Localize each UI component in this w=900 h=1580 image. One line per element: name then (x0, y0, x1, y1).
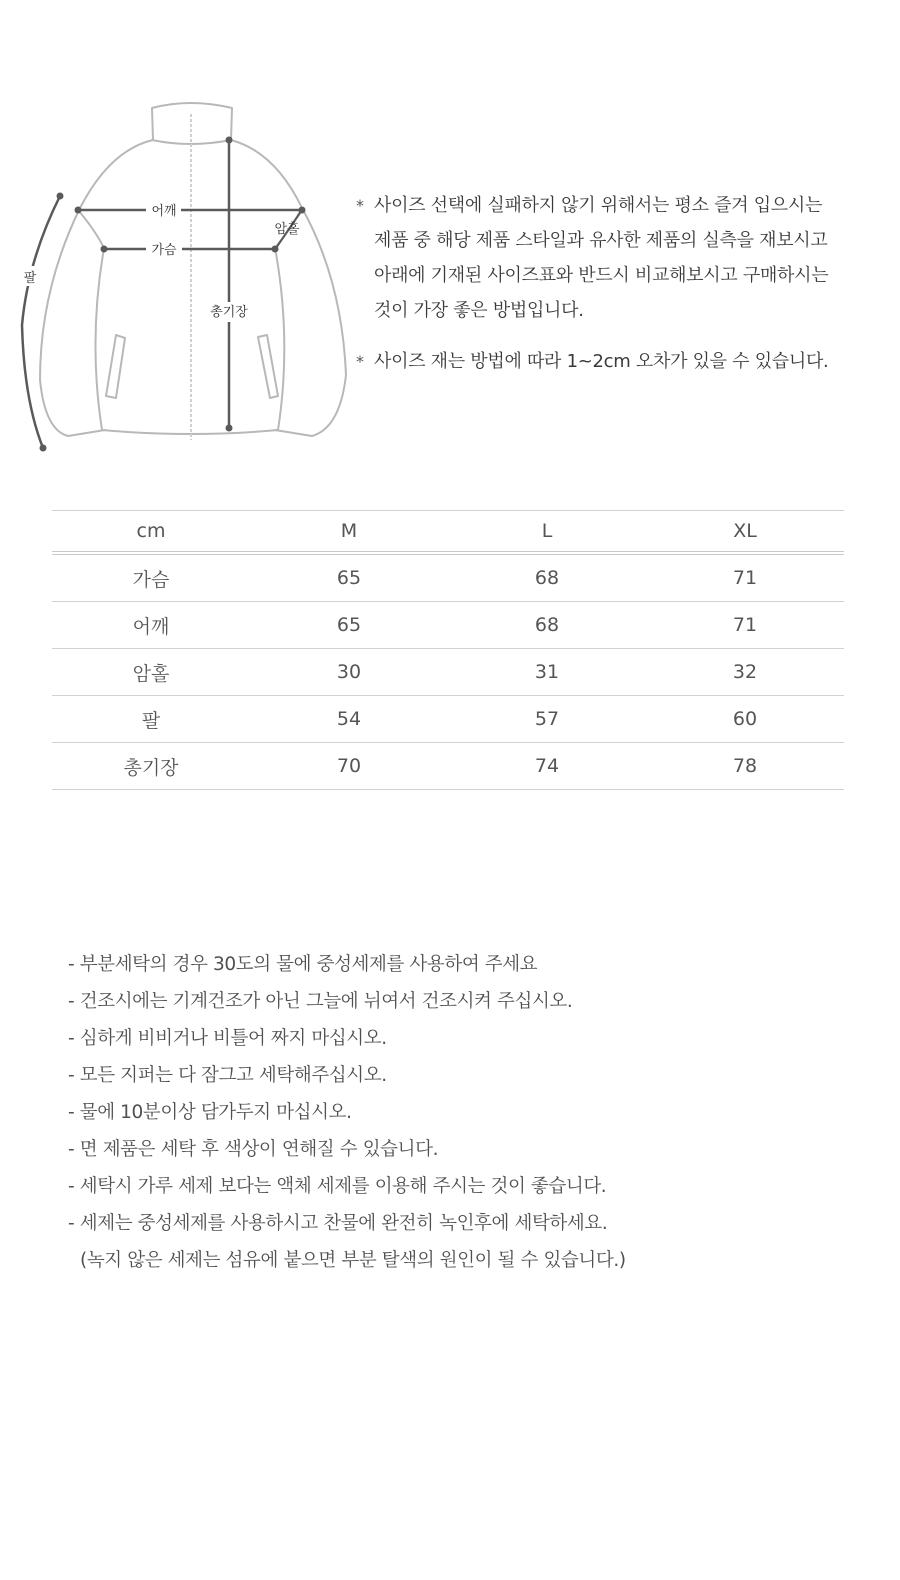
table-cell: 68 (448, 602, 646, 649)
table-cell: 31 (448, 649, 646, 696)
header-size-l: L (448, 511, 646, 554)
row-label: 팔 (52, 696, 250, 743)
size-table (52, 510, 844, 790)
table-cell: 71 (646, 602, 844, 649)
table-cell: 30 (250, 649, 448, 696)
row-label: 가슴 (52, 553, 250, 602)
jacket-size-diagram (0, 80, 370, 470)
chest-point-left (101, 246, 108, 253)
armhole-label: 암홀 (274, 222, 300, 237)
table-cell: 71 (646, 553, 844, 602)
note-text: 사이즈 재는 방법에 따라 1~2cm 오차가 있을 수 있습니다. (374, 351, 829, 372)
table-cell: 65 (250, 602, 448, 649)
header-size-m: M (250, 511, 448, 554)
length-point-bottom (226, 425, 233, 432)
shoulder-point-left (75, 207, 82, 214)
table-cell: 65 (250, 553, 448, 602)
note-mark: * (356, 196, 364, 215)
size-note (356, 344, 876, 379)
care-line: - 세탁시 가루 세제 보다는 액체 세제를 이용해 주시는 것이 좋습니다. (68, 1176, 607, 1197)
measurement-lines (22, 137, 306, 452)
care-line: - 모든 지퍼는 다 잠그고 세탁해주십시오. (68, 1065, 387, 1086)
care-line: - 부분세탁의 경우 30도의 물에 중성세제를 사용하여 주세요 (68, 954, 538, 975)
sleeve-point-bottom (40, 445, 47, 452)
table-header-row (52, 511, 844, 554)
row-label: 암홀 (52, 649, 250, 696)
length-point-top (226, 137, 233, 144)
care-instructions (68, 946, 626, 1279)
table-row (52, 602, 844, 649)
sleeve-label: 팔 (23, 271, 37, 286)
care-line: - 세제는 중성세제를 사용하시고 찬물에 완전히 녹인후에 세탁하세요. (68, 1213, 608, 1234)
length-label: 총기장 (210, 305, 248, 320)
table-row (52, 743, 844, 790)
table-cell: 54 (250, 696, 448, 743)
chest-label: 가슴 (151, 243, 177, 258)
note-mark: * (356, 352, 364, 371)
table-cell: 70 (250, 743, 448, 790)
sleeve-point-top (57, 193, 64, 200)
table-row (52, 649, 844, 696)
table-cell: 68 (448, 553, 646, 602)
size-note (356, 188, 876, 328)
header-unit: cm (52, 511, 250, 554)
size-notes (356, 188, 876, 379)
care-note: (녹지 않은 세제는 섬유에 붙으면 부분 탈색의 원인이 될 수 있습니다.) (80, 1250, 626, 1271)
header-size-xl: XL (646, 511, 844, 554)
table-cell: 60 (646, 696, 844, 743)
table-cell: 78 (646, 743, 844, 790)
table-row (52, 553, 844, 602)
table-cell: 32 (646, 649, 844, 696)
care-line: - 건조시에는 기계건조가 아닌 그늘에 뉘여서 건조시켜 주십시오. (68, 991, 573, 1012)
note-text: 사이즈 선택에 실패하지 않기 위해서는 평소 즐겨 입으시는 제품 중 해당 제품 스타일과 유사한 제품의 실측을 재보시고 아래에 기재된 사이즈표와 반드시 비교해보시고 구매하시는 것이 가장 좋은 방법입니다. (374, 195, 829, 321)
row-label: 총기장 (52, 743, 250, 790)
table-cell: 57 (448, 696, 646, 743)
care-line: - 면 제품은 세탁 후 색상이 연해질 수 있습니다. (68, 1139, 439, 1160)
row-label: 어깨 (52, 602, 250, 649)
jacket-outline (40, 103, 346, 436)
care-line: - 물에 10분이상 담가두지 마십시오. (68, 1102, 352, 1123)
shoulder-label: 어깨 (151, 204, 177, 219)
table-cell: 74 (448, 743, 646, 790)
table-row (52, 696, 844, 743)
care-line: - 심하게 비비거나 비틀어 짜지 마십시오. (68, 1028, 387, 1049)
